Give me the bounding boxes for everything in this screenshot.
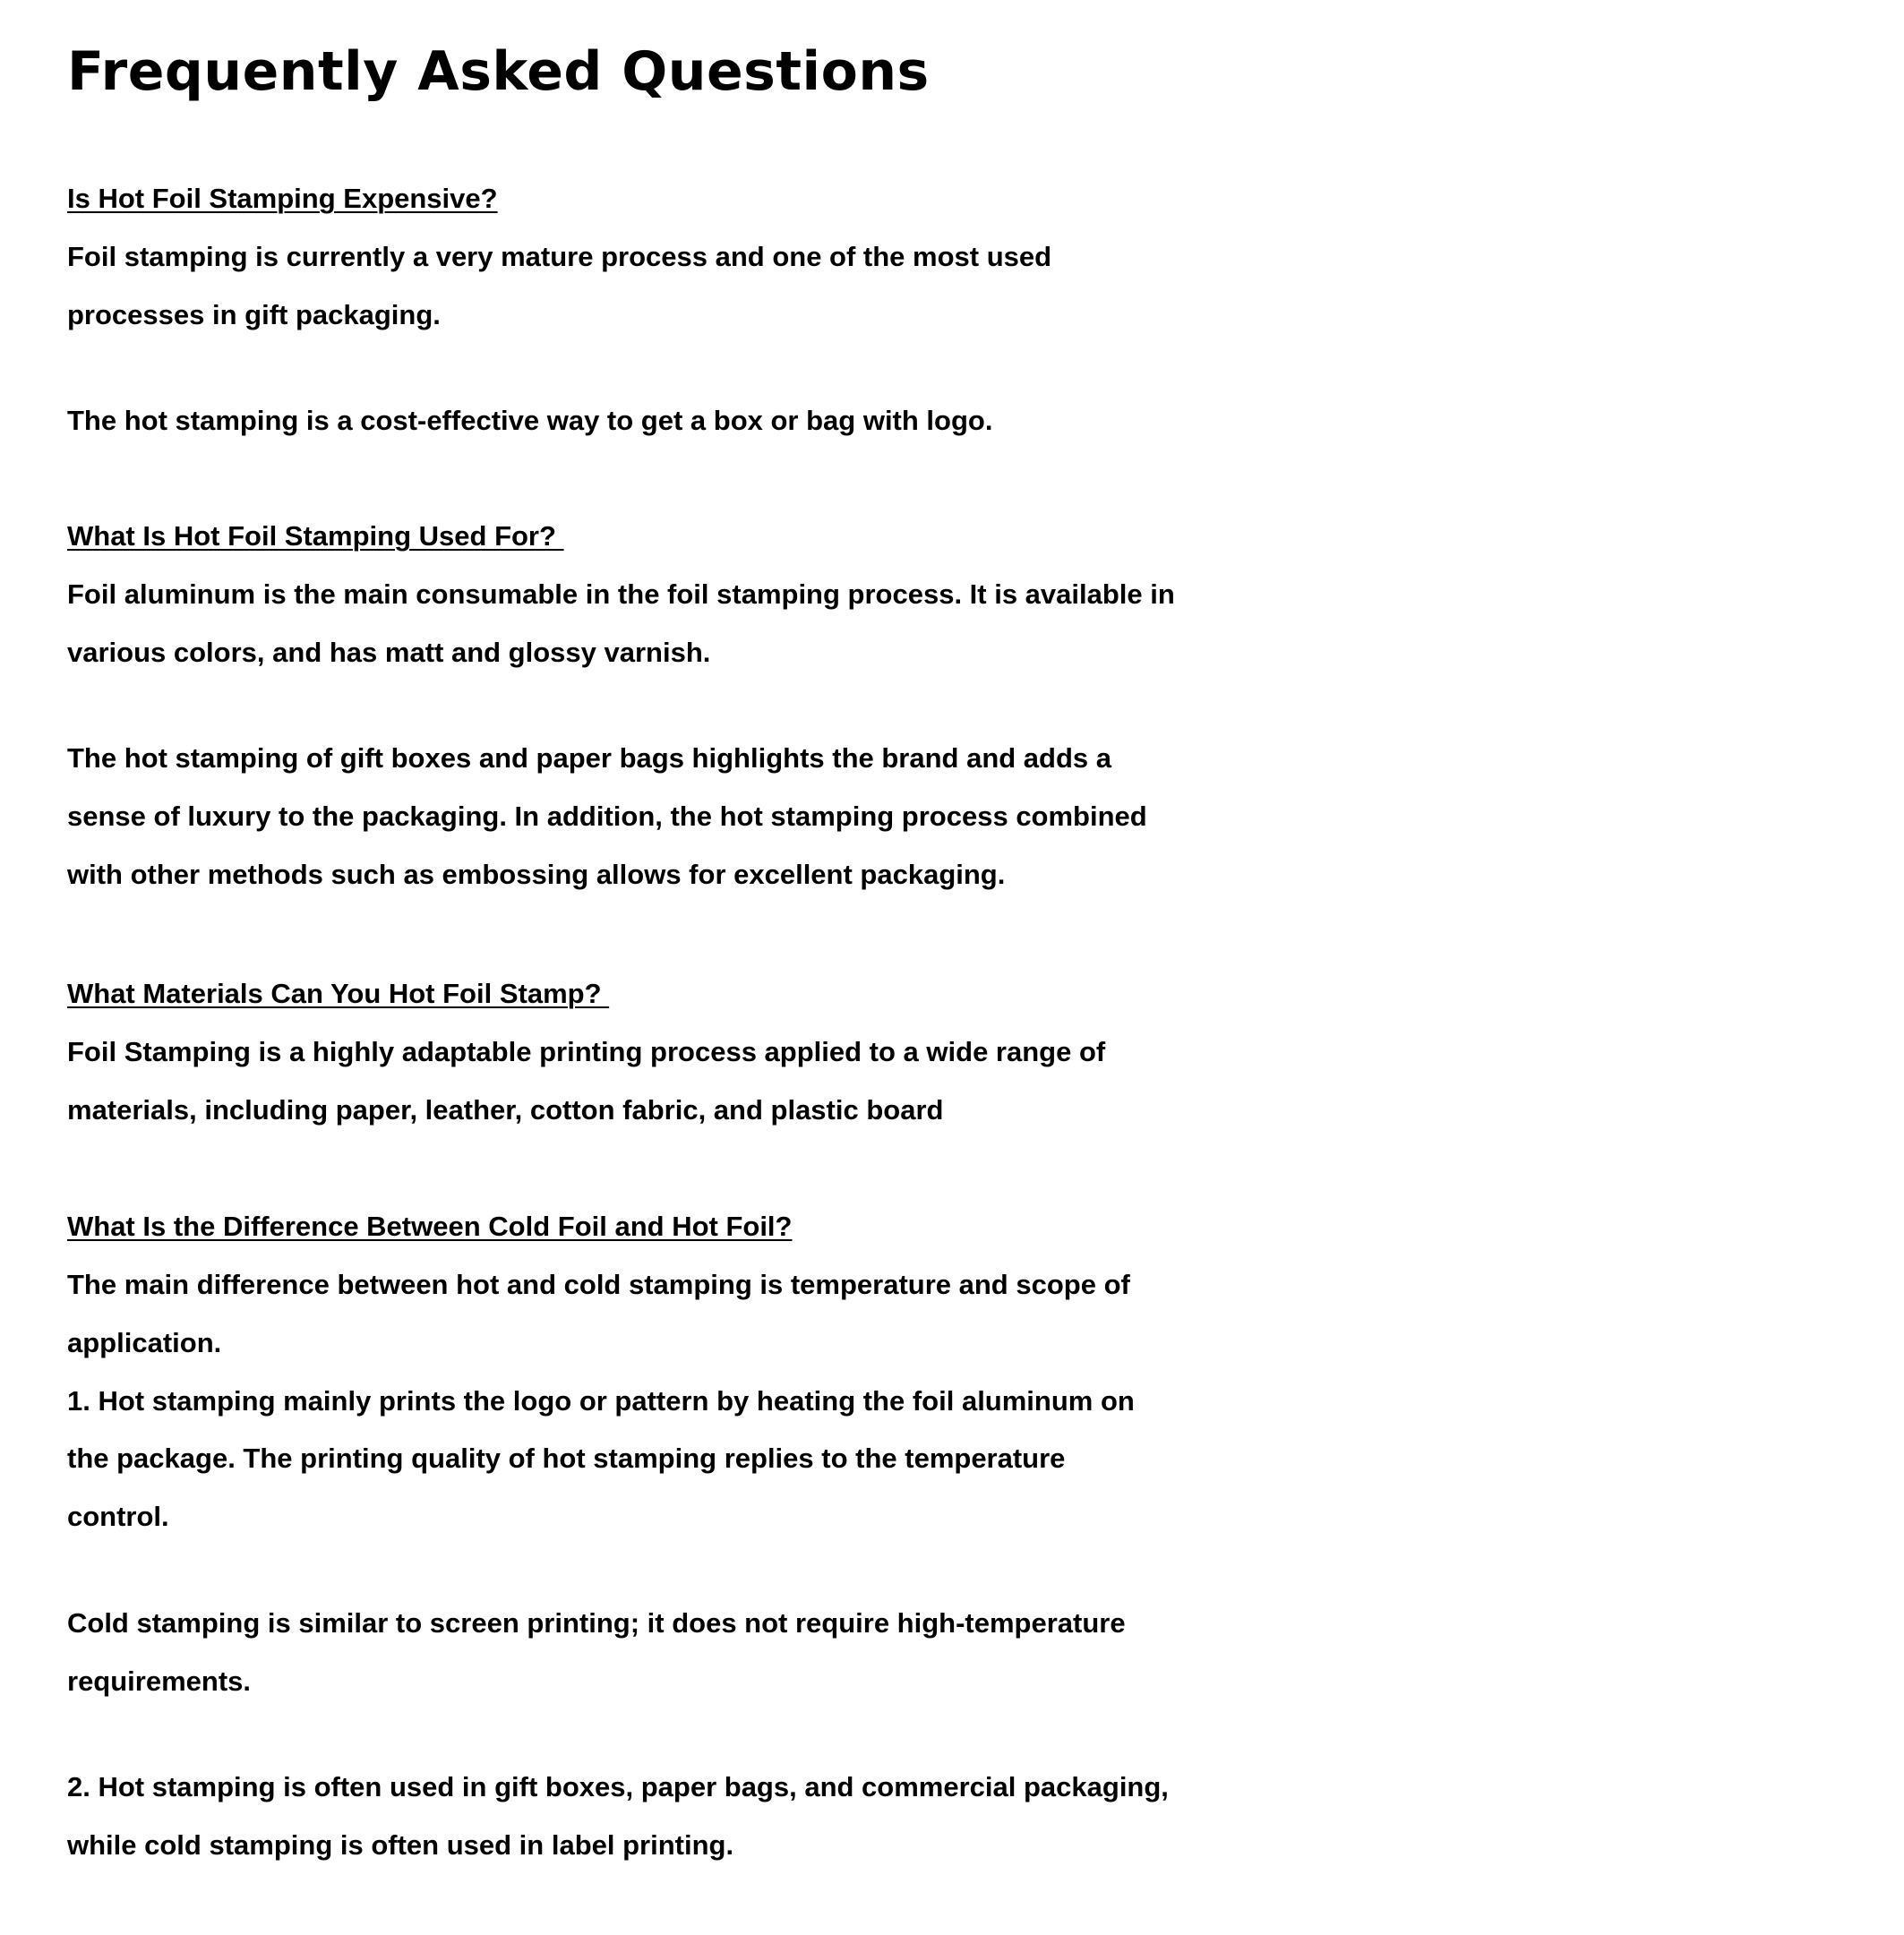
- faq-answer-line: materials, including paper, leather, cotton fabric, and plastic board: [67, 1094, 944, 1126]
- faq-answer-line: control.: [67, 1501, 169, 1532]
- faq-answer-line: with other methods such as embossing allows for excellent packaging.: [67, 859, 1006, 890]
- page-title: Frequently Asked Questions: [67, 40, 930, 103]
- faq-answer-line: Foil stamping is currently a very mature process and one of the most used: [67, 241, 1052, 272]
- faq-answer-line: the package. The printing quality of hot stamping replies to the temperature: [67, 1443, 1066, 1474]
- faq-answer-line: The hot stamping is a cost-effective way to get a box or bag with logo.: [67, 405, 993, 436]
- faq-question-heading: What Is Hot Foil Stamping Used For?: [67, 520, 564, 552]
- faq-answer-line: while cold stamping is often used in label printing.: [67, 1829, 734, 1861]
- faq-answer-line: sense of luxury to the packaging. In addition, the hot stamping process combined: [67, 801, 1147, 832]
- faq-question-heading: What Materials Can You Hot Foil Stamp?: [67, 978, 610, 1009]
- faq-answer-line: The main difference between hot and cold stamping is temperature and scope of: [67, 1269, 1130, 1300]
- faq-answer-line: Cold stamping is similar to screen printing; it does not require high-temperature: [67, 1607, 1126, 1639]
- faq-answer-line: Foil Stamping is a highly adaptable printing process applied to a wide range of: [67, 1036, 1106, 1067]
- faq-answer-line: various colors, and has matt and glossy varnish.: [67, 637, 711, 668]
- faq-answer-line: 1. Hot stamping mainly prints the logo or pattern by heating the foil aluminum on: [67, 1385, 1135, 1417]
- faq-question-heading: What Is the Difference Between Cold Foil and Hot Foil?: [67, 1211, 793, 1242]
- faq-answer-line: Foil aluminum is the main consumable in the foil stamping process. It is available in: [67, 578, 1175, 610]
- faq-answer-line: The hot stamping of gift boxes and paper bags highlights the brand and adds a: [67, 742, 1112, 774]
- faq-answer-line: application.: [67, 1327, 222, 1358]
- faq-answer-line: processes in gift packaging.: [67, 299, 441, 330]
- faq-answer-line: 2. Hot stamping is often used in gift boxes, paper bags, and commercial packaging,: [67, 1771, 1169, 1802]
- faq-question-heading: Is Hot Foil Stamping Expensive?: [67, 183, 498, 214]
- faq-answer-line: requirements.: [67, 1665, 252, 1697]
